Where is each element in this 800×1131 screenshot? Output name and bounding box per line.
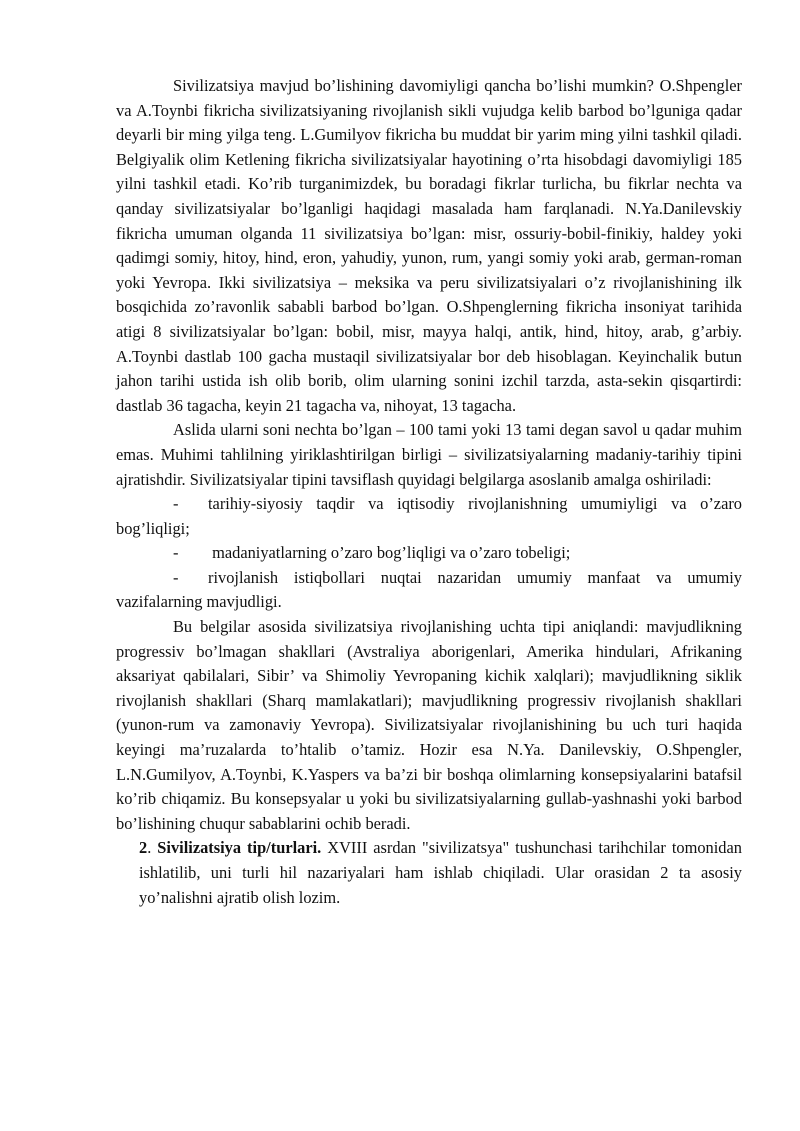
list-item-text: madaniyatlarning o’zaro bog’liqligi va o’zaro tobeligi;: [208, 543, 571, 563]
section-number-suffix: .: [147, 838, 152, 858]
list-dash: -: [173, 494, 179, 514]
list-dash: -: [173, 543, 179, 563]
list-item: [116, 492, 742, 541]
section-number: 2: [139, 838, 148, 858]
criteria-list: [116, 492, 742, 615]
document-page: [116, 74, 742, 910]
paragraph-development-types: Bu belgilar asosida sivilizatsiya rivojlanishing uchta tipi aniqlandi: mavjudlikning progressiv bo’lmagan shakllari (Avstraliya aborigenlari, Amerika hindulari, Afrikaning aksariyat qabilalari, Sibir’ va Shimoliy Yevropaning kichik xalqlari); mavjudlikning siklik rivojlanish shakllari (Sharq mamlakatlari); mavjudlikning progressiv rivojlanish shakllari (yunon-rum va zamonaviy Yevropa). Sivilizatsiyalar rivojlanishining bu uch turi haqida keyingi ma’ruzalarda to’htalib o’tamiz. Hozir esa N.Ya. Danilevskiy, O.Shpengler, L.N.Gumilyov, A.Toynbi, K.Yaspers va ba’zi bir boshqa olimlarning konsepsiyalarini batafsil ko’rib chiqamiz. Bu konsepsyalar u yoki bu sivilizatsiyalarning gullab-yashnashi yoki barbod bo’lishining chuqur sabablarini ochib beradi.: [116, 617, 742, 833]
list-item-text: rivojlanish istiqbollari nuqtai nazaridan umumiy manfaat va umumiy vazifalarning mavjudligi.: [116, 567, 742, 612]
section-body: XVIII asrdan "sivilizatsya" tushunchasi tarihchilar tomonidan ishlatilib, uni turli hil nazariyalari ham ishlab chiqiladi. Ular orasidan 2 ta asosiy yo’nalishni ajratib olish lozim.: [139, 838, 742, 907]
paragraph-civilization-types: Aslida ularni soni nechta bo’lgan – 100 tami yoki 13 tami degan savol u qadar muhim emas. Muhimi tahlilning yiriklashtirilgan birligi – sivilizatsiyalarning madaniy-tarihiy tipini ajratishdir. Sivilizatsiyalar tipini tavsiflash quyidagi belgilarga asoslanib amalga oshiriladi:: [116, 420, 742, 489]
paragraph-civilization-duration: Sivilizatsiya mavjud bo’lishining davomiyligi qancha bo’lishi mumkin? O.Shpengler va A.Toynbi fikricha sivilizatsiyaning rivojlanish sikli vujudga kelib barbod bo’lguniga qadar deyarli bir ming yilga teng. L.Gumilyov fikricha bu muddat bir yarim ming yilni tashkil qiladi. Belgiyalik olim Ketlening fikricha sivilizatsiyalar hayotining o’rta hisobdagi davomiyligi 185 yilni tashkil etadi. Ko’rib turganimizdek, bu boradagi fikrlar turlicha, bu fikrlar nechta va qanday sivilizatsiyalar bo’lganligi haqidagi masalada ham farqlanadi. N.Ya.Danilevskiy fikricha umuman olganda 11 sivilizatsiya bo’lgan: misr, ossuriy-bobil-finikiy, haldey yoki qadimgi somiy, hitoy, hind, eron, yahudiy, yunon, rum, yangi somiy yoki arab, german-roman yoki Yevropa. Ikki sivilizatsiya – meksika va peru sivilizatsiyalari o’z rivojlanishining ilk bosqichida zo’ravonlik sababli barbod bo’lgan. O.Shpenglerning fikricha insoniyat tarihida atigi 8 sivilizatsiyalar bo’lgan: bobil, misr, mayya halqi, antik, hind, hitoy, arab, g’arbiy. A.Toynbi dastlab 100 gacha mustaqil sivilizatsiyalar bor deb hisoblagan. Keyinchalik butun jahon tarihi ustida ish olib borib, olim ularning sonini izchil tarzda, asta-sekin qisqartirdi: dastlab 36 tagacha, keyin 21 tagacha va, nihoyat, 13 tagacha.: [116, 76, 742, 415]
section-heading-paragraph: [116, 836, 742, 910]
list-item: [116, 541, 742, 566]
list-dash: -: [173, 567, 179, 587]
list-item-text: tarihiy-siyosiy taqdir va iqtisodiy rivojlanishning umumiyligi va o’zaro bog’liqligi;: [116, 494, 742, 538]
section-title: Sivilizatsiya tip/turlari.: [157, 838, 322, 858]
list-item: [116, 566, 742, 615]
